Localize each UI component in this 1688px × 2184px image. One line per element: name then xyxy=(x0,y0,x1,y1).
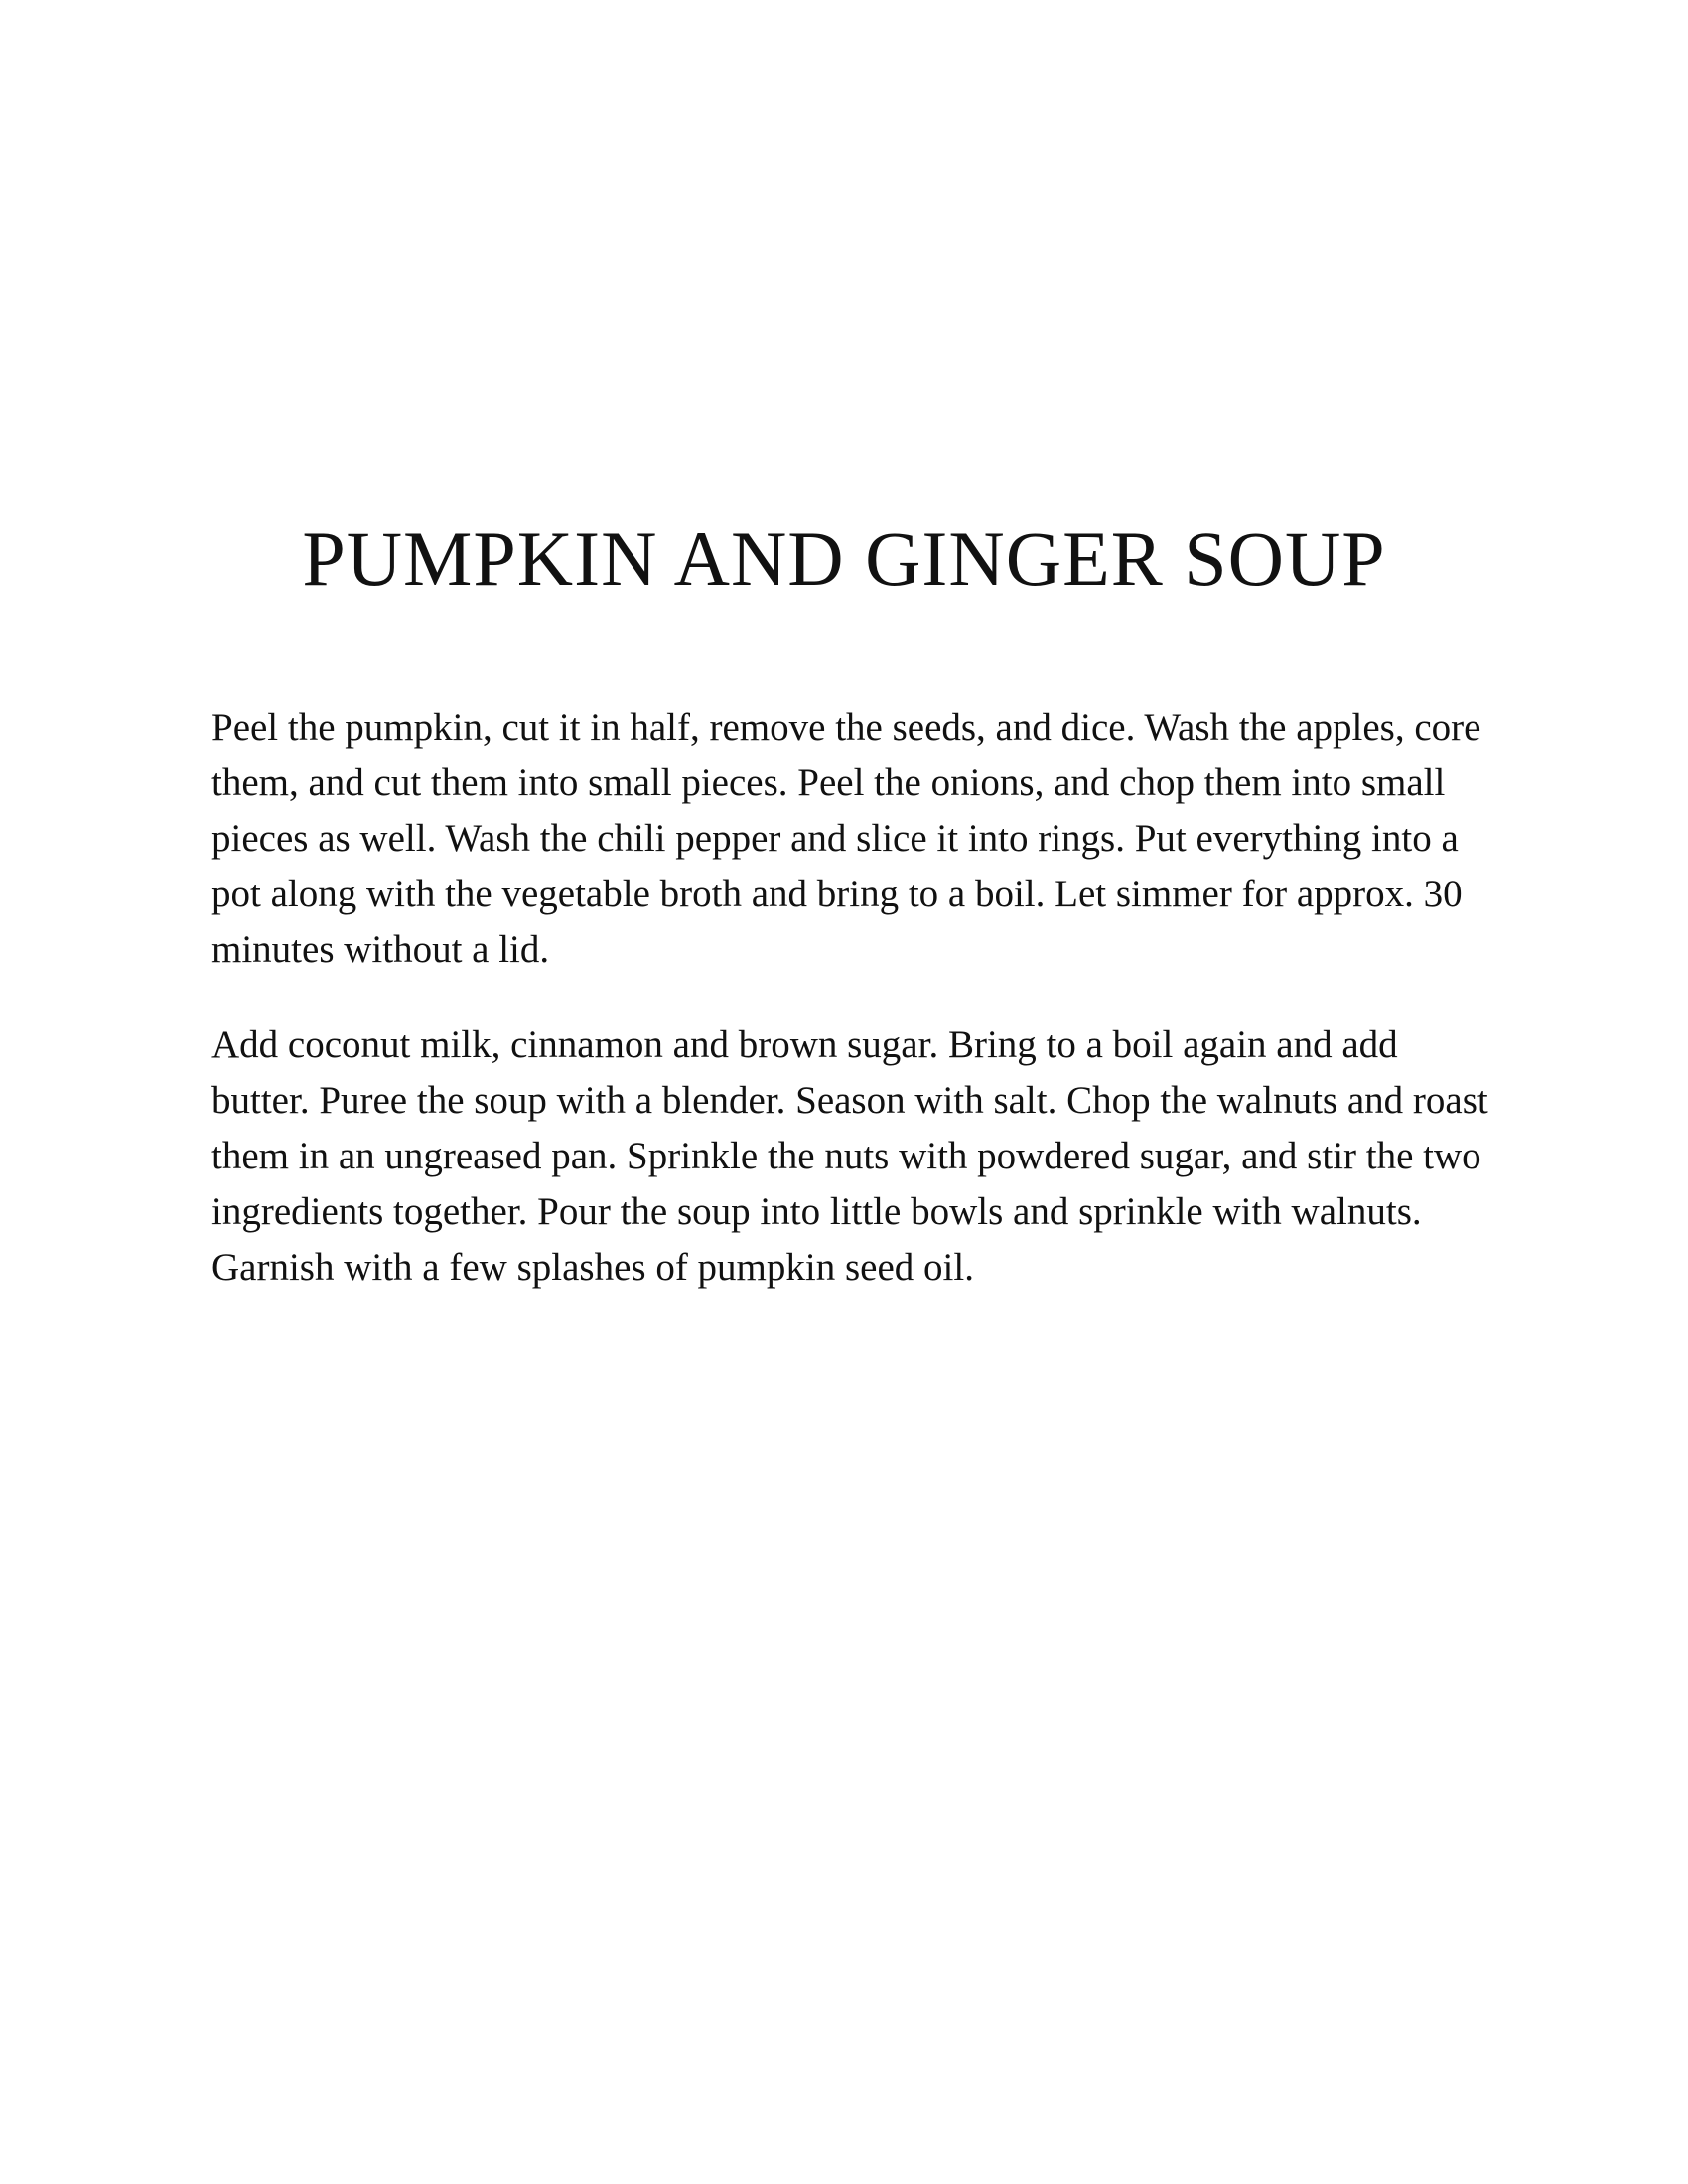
paragraph-finishing: Add coconut milk, cinnamon and brown sugar. Bring to a boil again and add butter. Puree the soup with a blender. Season with salt. Chop the walnuts and roast them in an ungreased pan. Sprinkle the nuts with powdered sugar, and stir the two ingredients together. Pour the soup into little bowls and sprinkle with walnuts. Garnish with a few splashes of pumpkin seed oil. xyxy=(211,1024,1488,1289)
recipe-body xyxy=(211,700,1502,1335)
paragraph-preparation: Peel the pumpkin, cut it in half, remove the seeds, and dice. Wash the apples, core them, and cut them into small pieces. Peel the onions, and chop them into small pieces as well. Wash the chili pepper and slice it into rings. Put everything into a pot along with the vegetable broth and bring to a boil. Let simmer for approx. 30 minutes without a lid. xyxy=(211,706,1481,971)
page-title: PUMPKIN AND GINGER SOUP xyxy=(302,515,1386,602)
